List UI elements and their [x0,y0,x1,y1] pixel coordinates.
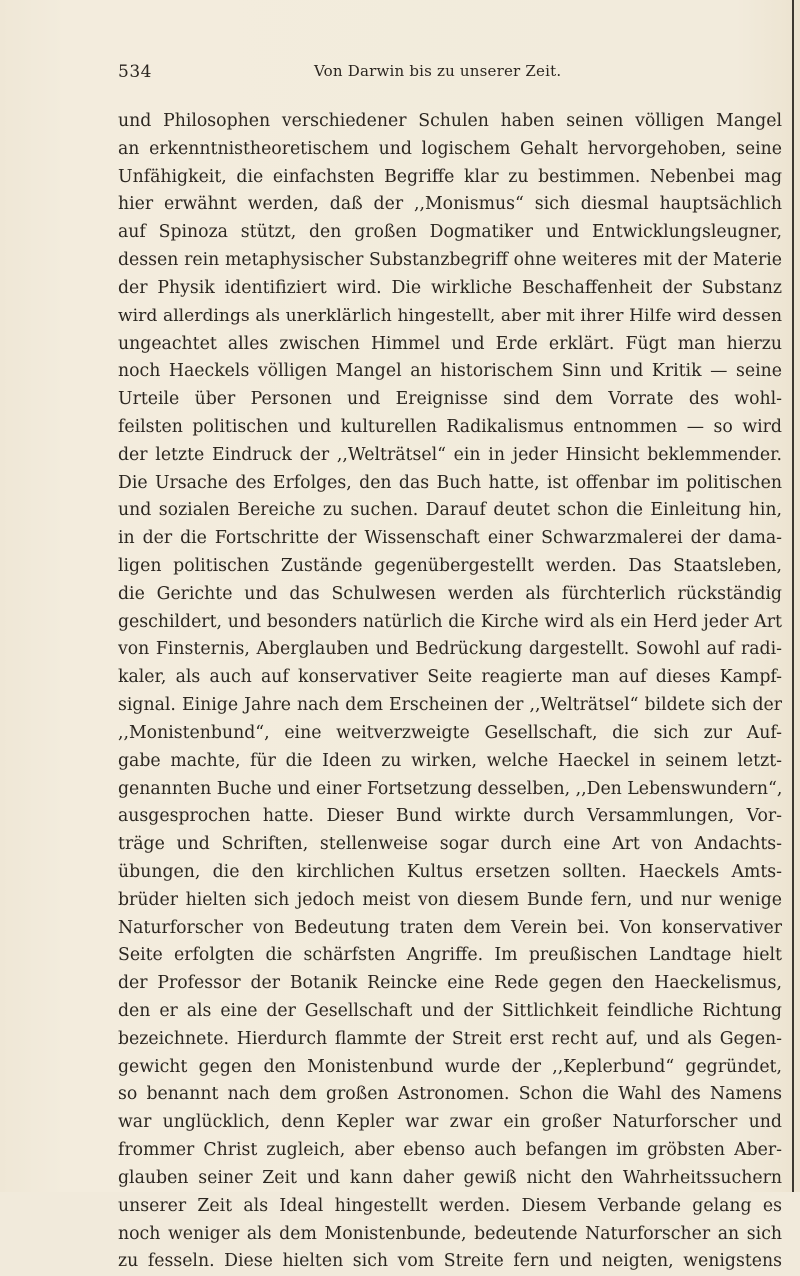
text-line: glauben seiner Zeit und kann daher gewiß nicht den Wahrheitssuchern [118,1167,782,1188]
text-line: Urteile über Personen und Ereignisse sind dem Vorrate des wohl- [118,389,782,410]
text-line: genannten Buche und einer Fortsetzung desselben, ,,Den Lebenswundern“, [118,778,782,799]
text-line: brüder hielten sich jedoch meist von diesem Bunde fern, und nur wenige [118,889,782,910]
text-line: den er als eine der Gesellschaft und der Sittlichkeit feindliche Richtung [118,1001,782,1021]
text-line: frommer Christ zugleich, aber ebenso auch befangen im gröbsten Aber- [118,1140,782,1161]
text-line: ligen politischen Zustände gegenübergestellt werden. Das Staatsleben, [118,556,782,576]
text-line: Seite erfolgten die schärfsten Angriffe. Im preußischen Landtage hielt [118,945,782,966]
text-line: so benannt nach dem großen Astronomen. Schon die Wahl des Namens [118,1084,782,1105]
text-line: übungen, die den kirchlichen Kultus ersetzen sollten. Haeckels Amts- [118,861,782,882]
text-line: feilsten politischen und kulturellen Radikalismus entnommen — so wird [118,416,782,437]
text-line: war unglücklich, denn Kepler war zwar ein großer Naturforscher und [118,1112,782,1133]
text-line: der letzte Eindruck der ,,Welträtsel“ ein in jeder Hinsicht beklemmender. [118,444,782,465]
text-line: zu fesseln. Diese hielten sich vom Streite fern und neigten, wenigstens [118,1251,782,1272]
text-line: und Philosophen verschiedener Schulen haben seinen völligen Mangel [118,111,782,131]
text-line: der Professor der Botanik Reincke eine Rede gegen den Haeckelismus, [118,973,782,994]
text-line: hier erwähnt werden, daß der ,,Monismus“ sich diesmal hauptsächlich [118,194,782,215]
text-line: auf Spinoza stützt, den großen Dogmatiker und Entwicklungsleugner, [118,222,782,243]
text-line: noch weniger als dem Monistenbunde, bedeutende Naturforscher an sich [118,1223,782,1244]
text-line: gabe machte, für die Ideen zu wirken, welche Haeckel in seinem letzt- [118,750,782,771]
text-line: dessen rein metaphysischer Substanzbegriff ohne weiteres mit der Materie [118,250,782,271]
text-line: Die Ursache des Erfolges, den das Buch hatte, ist offenbar im politischen [118,472,782,493]
text-line: kaler, als auch auf konservativer Seite reagierte man auf dieses Kampf- [118,667,782,688]
text-line: bezeichnete. Hierdurch flammte der Streit erst recht auf, und als Gegen- [118,1028,782,1049]
text-line: die Gerichte und das Schulwesen werden als fürchterlich rückständig [118,583,782,604]
text-line: Naturforscher von Bedeutung traten dem Verein bei. Von konservativer [118,917,782,938]
text-line: an erkenntnistheoretischem und logischem Gehalt hervorgehoben, seine [118,138,782,159]
text-line: von Finsternis, Aberglauben und Bedrückung dargestellt. Sowohl auf radi- [118,639,782,660]
text-line: signal. Einige Jahre nach dem Erscheinen der ,,Welträtsel“ bildete sich der [118,695,782,716]
text-line: noch Haeckels völligen Mangel an historischem Sinn und Kritik — seine [118,361,782,382]
running-head: Von Darwin bis zu unserer Zeit. [314,62,562,80]
text-line: geschildert, und besonders natürlich die Kirche wird als ein Herd jeder Art [118,611,782,632]
text-line: wird allerdings als unerklärlich hingestellt, aber mit ihrer Hilfe wird dessen [118,305,782,326]
text-line: unserer Zeit als Ideal hingestellt werden. Diesem Verbande gelang es [118,1195,782,1216]
text-line: ausgesprochen hatte. Dieser Bund wirkte durch Versammlungen, Vor- [118,806,782,827]
page-header [118,62,778,90]
text-line: und sozialen Bereiche zu suchen. Darauf deutet schon die Einleitung hin, [118,500,782,521]
text-line: in der die Fortschritte der Wissenschaft einer Schwarzmalerei der dama- [118,528,782,549]
text-line: ungeachtet alles zwischen Himmel und Erde erklärt. Fügt man hierzu [118,333,782,354]
text-line: träge und Schriften, stellenweise sogar durch eine Art von Andachts- [118,834,782,855]
body-text [118,108,782,1276]
text-line: Unfähigkeit, die einfachsten Begriffe klar zu bestimmen. Nebenbei mag [118,166,782,187]
text-line: ,,Monistenbund“, eine weitverzweigte Gesellschaft, die sich zur Auf- [118,722,782,743]
page-number: 534 [118,62,152,82]
text-line: der Physik identifiziert wird. Die wirkliche Beschaffenheit der Substanz [118,277,782,298]
page-edge-line [792,0,794,1192]
text-line: gewicht gegen den Monistenbund wurde der ,,Keplerbund“ gegründet, [118,1056,782,1077]
